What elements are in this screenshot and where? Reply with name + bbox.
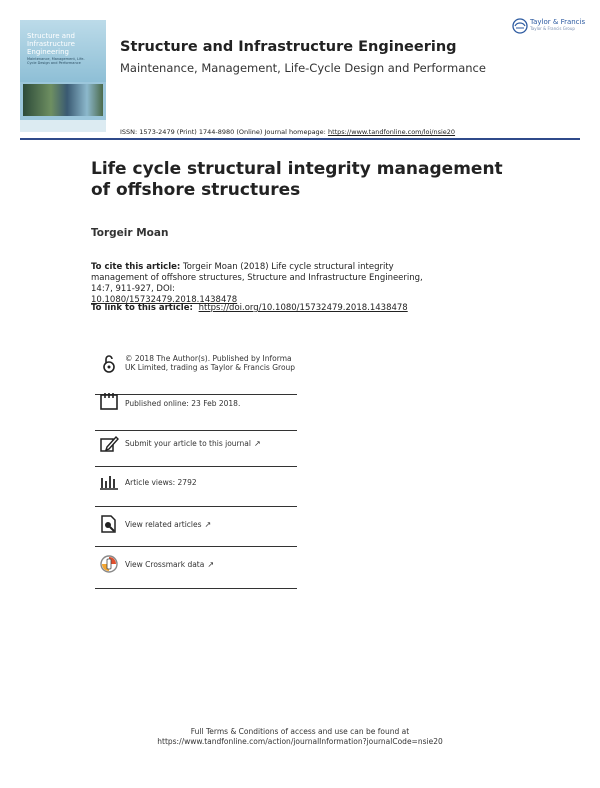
cite-label: To cite this article: — [91, 262, 181, 272]
related-articles-icon — [99, 514, 119, 534]
issn-text: ISSN: 1573-2479 (Print) 1744-8980 (Online) Journal homepage: — [120, 128, 326, 136]
link-label: To link to this article: — [91, 303, 193, 313]
article-author: Torgeir Moan — [91, 227, 169, 239]
cover-title-line-1: Structure and — [27, 32, 75, 40]
footer-line-1: Full Terms & Conditions of access and use can be found at — [190, 727, 410, 736]
external-link-icon: ↗ — [204, 520, 212, 529]
license-row — [95, 350, 297, 395]
published-row — [95, 394, 297, 431]
publisher-logo-text — [530, 18, 585, 31]
cover-subtitle: Maintenance, Management, Life-Cycle Design and Performance — [27, 57, 85, 65]
related-row[interactable] — [95, 506, 297, 547]
cover-title — [27, 32, 103, 56]
external-link-icon: ↗ — [207, 560, 215, 569]
edit-icon — [99, 434, 119, 454]
cite-doi-link[interactable]: 10.1080/15732479.2018.1438478 — [91, 295, 238, 305]
issn-line — [120, 128, 455, 136]
article-title: Life cycle structural integrity management of offshore structures — [91, 159, 503, 200]
journal-title: Structure and Infrastructure Engineering — [120, 39, 457, 55]
related-link[interactable] — [125, 520, 301, 529]
views-row — [95, 466, 297, 507]
cover-photo — [23, 84, 103, 116]
citation-block — [91, 262, 441, 306]
external-link-icon: ↗ — [253, 439, 261, 448]
open-access-icon — [99, 354, 119, 374]
related-text: View related articles — [125, 520, 202, 529]
license-text: © 2018 The Author(s). Published by Informa UK Limited, trading as Taylor & Francis Group — [125, 354, 296, 372]
submit-text: Submit your article to this journal — [125, 439, 251, 448]
views-text: Article views: 2792 — [125, 478, 197, 487]
published-text: Published online: 23 Feb 2018. — [125, 399, 241, 408]
journal-subtitle: Maintenance, Management, Life-Cycle Design and Performance — [120, 61, 486, 75]
bar-chart-icon — [99, 472, 119, 492]
header-divider — [20, 138, 580, 140]
cover-bottom-band — [20, 120, 106, 132]
submit-link[interactable] — [125, 439, 301, 448]
calendar-icon — [99, 391, 119, 411]
article-link-line — [91, 303, 408, 313]
crossmark-row[interactable] — [95, 546, 297, 589]
journal-homepage-link[interactable]: https://www.tandfonline.com/loi/nsie20 — [327, 128, 456, 136]
cite-text: Torgeir Moan (2018) Life cycle structural integrity management of offshore structures, Structure and Infrastructure Engineering, 14:7, 911-927, DOI: — [91, 262, 423, 294]
footer-terms-link[interactable]: https://www.tandfonline.com/action/journalInformation?journalCode=nsie20 — [157, 737, 443, 746]
crossmark-icon — [99, 554, 119, 574]
article-doi-link[interactable]: https://doi.org/10.1080/15732479.2018.1438478 — [198, 303, 408, 313]
footer — [0, 727, 600, 747]
journal-cover-image — [20, 20, 106, 132]
crossmark-link[interactable] — [125, 560, 301, 569]
publisher-group: Taylor & Francis Group — [530, 26, 575, 31]
publisher-name: Taylor & Francis — [530, 18, 586, 26]
crossmark-text: View Crossmark data — [125, 560, 205, 569]
cover-title-line-2: Infrastructure Engineering — [27, 40, 75, 56]
submit-row[interactable] — [95, 430, 297, 467]
